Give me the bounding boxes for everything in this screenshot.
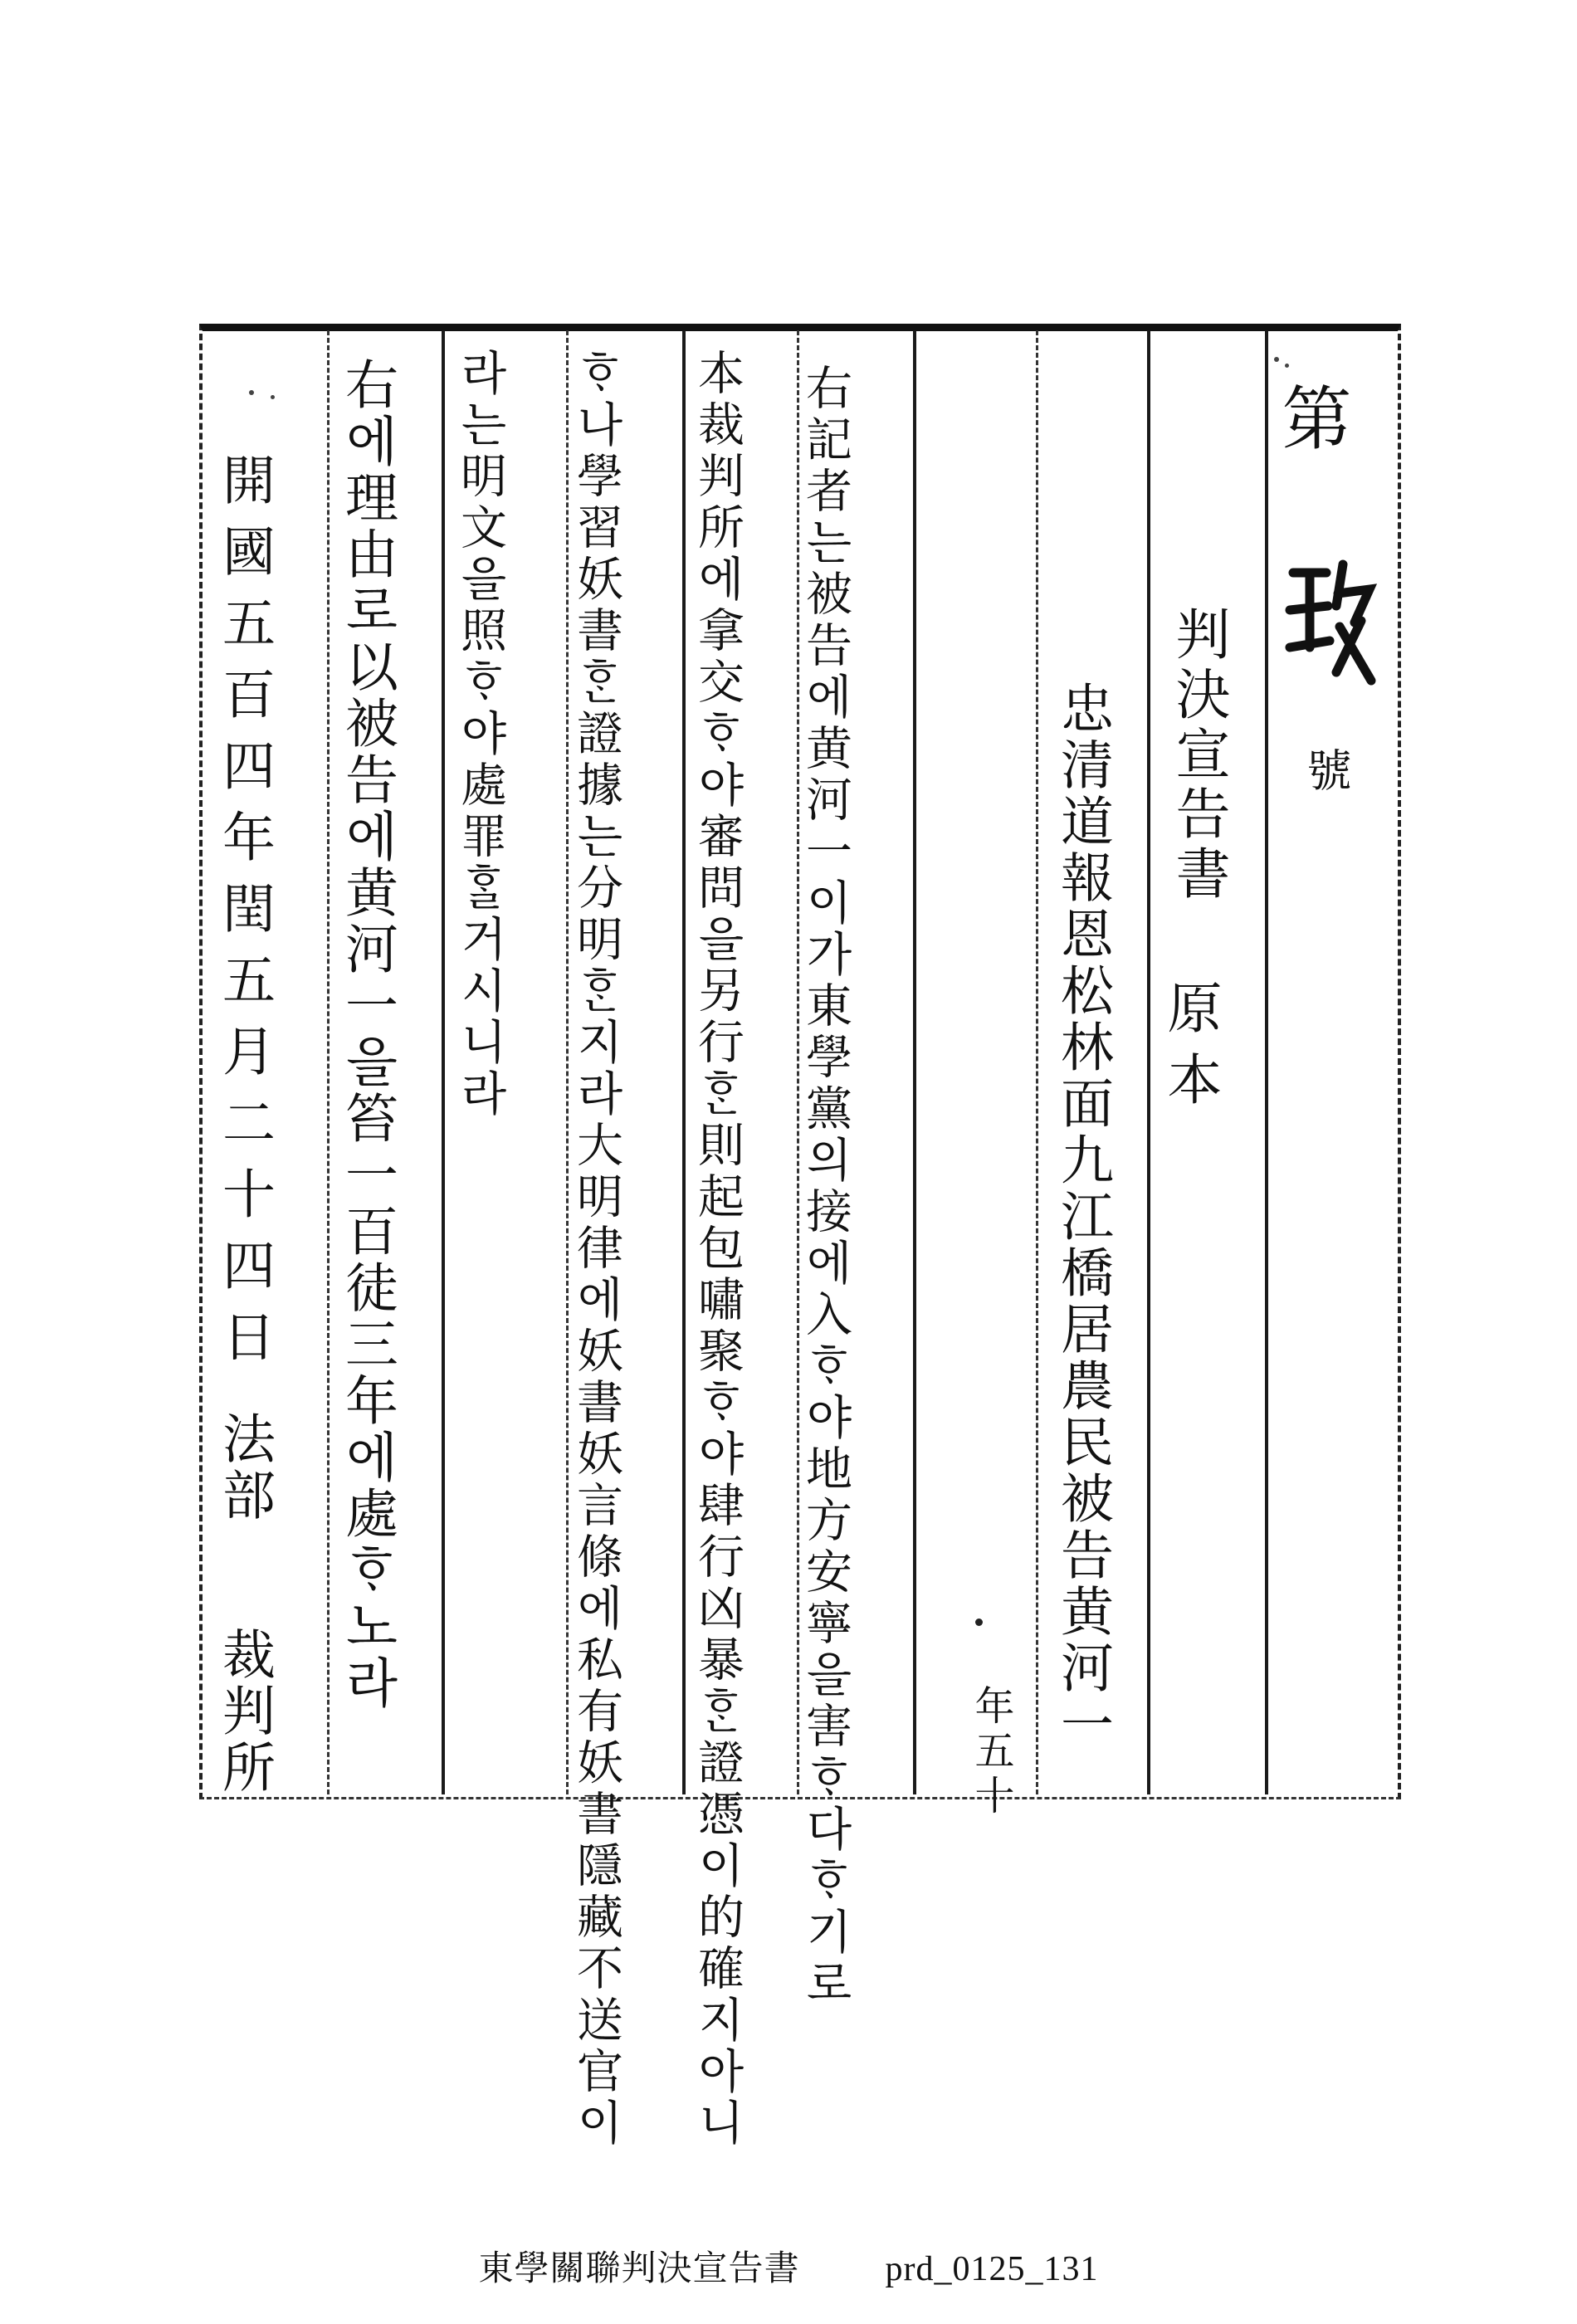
defendant-age: 年五十 bbox=[968, 1685, 1014, 1819]
body-line-4: 라는明文을照ᄒᆞ야處罪ᄒᆞᆯ거시니라 bbox=[453, 349, 507, 1120]
body-line-3: ᄒᆞ나學習妖書ᄒᆞᆫ證據는分明ᄒᆞᆫ지라大明律에妖書妖言條에私有妖書隱藏不送官이 bbox=[569, 349, 623, 2150]
scan-speck bbox=[249, 390, 254, 395]
column-rule bbox=[1147, 330, 1150, 1794]
footer-doc-id: prd_0125_131 bbox=[885, 2250, 1099, 2288]
number-prefix: 第 bbox=[1271, 382, 1352, 452]
issuer-department: 法部 bbox=[213, 1411, 275, 1524]
column-rule bbox=[682, 330, 686, 1794]
column-rule bbox=[442, 330, 445, 1794]
column-rule bbox=[566, 330, 569, 1794]
column-rule bbox=[1036, 330, 1038, 1794]
scan-speck bbox=[1274, 357, 1279, 362]
page-footer bbox=[0, 2241, 1577, 2291]
verdict-line: 右에理由로以被告에黄河一을笞一百徒三年에處ᄒᆞ노라 bbox=[336, 357, 398, 1711]
document-title: 判決宣告書 bbox=[1166, 606, 1230, 905]
issuer-court: 裁判所 bbox=[213, 1627, 275, 1796]
scan-speck bbox=[271, 395, 275, 399]
body-line-1: 右記者는被告에黄河一이가東學黨의接에入ᄒᆞ야地方安寧을害ᄒᆞ다ᄒᆞ기로 bbox=[798, 364, 852, 2010]
original-mark: 原本 bbox=[1158, 979, 1222, 1122]
column-rule bbox=[1265, 330, 1268, 1794]
defendant-line: 忠清道報恩松林面九江橋居農民被告黄河一 bbox=[1052, 681, 1113, 1753]
column-rule bbox=[327, 330, 330, 1794]
body-line-2: 本裁判所에拿交ᄒᆞ야審問을另行ᄒᆞᆫ則起包嘯聚ᄒᆞ야肆行凶暴ᄒᆞᆫ證憑이的確지아니 bbox=[691, 349, 745, 2150]
handwritten-number-mark bbox=[1278, 548, 1378, 689]
date-line: 開國五百四年閏五月二十四日 bbox=[213, 452, 275, 1380]
number-suffix: 號 bbox=[1300, 747, 1352, 792]
mark-dot bbox=[975, 1618, 983, 1626]
scan-speck bbox=[1285, 364, 1289, 368]
column-rule bbox=[913, 330, 916, 1794]
footer-collection: 東學關聯判決宣告書 bbox=[478, 2250, 800, 2288]
